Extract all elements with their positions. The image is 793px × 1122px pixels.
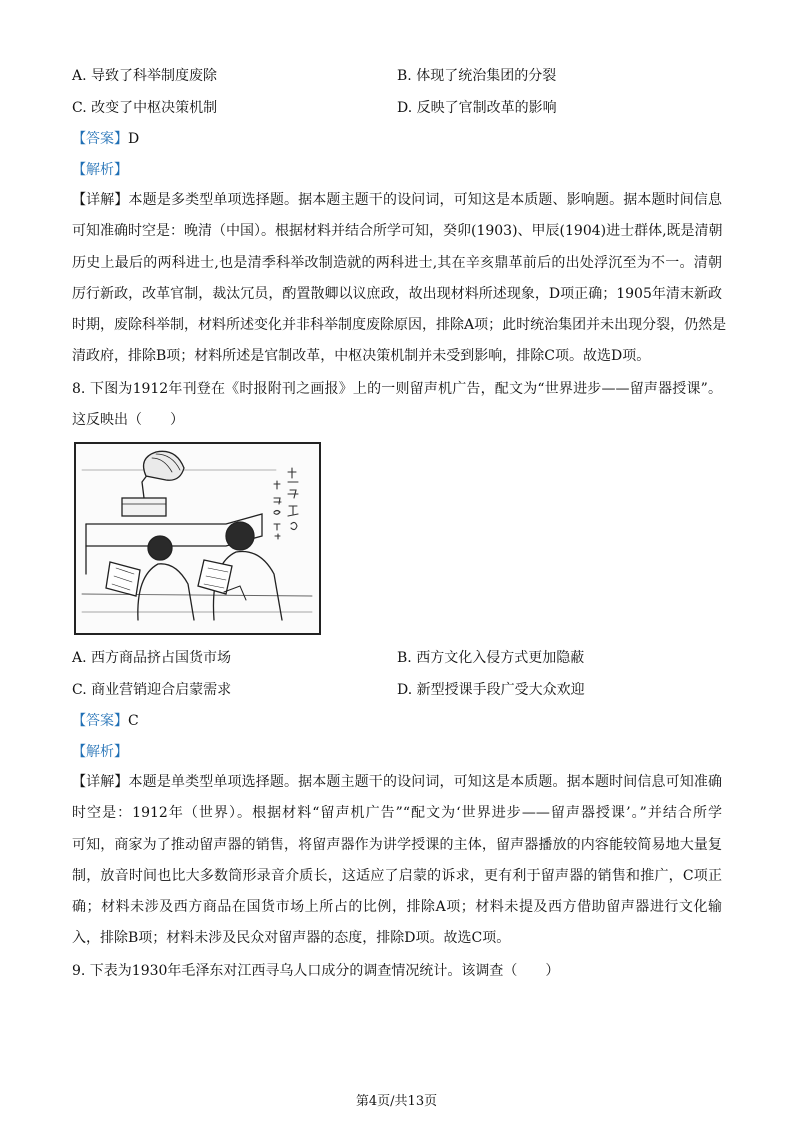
- q8-detail: 【详解】本题是单类型单项选择题。据本题主题干的设问词，可知这是本质题。据本题时间信息可知准确 时空是：1912年（世界）。根据材料“留声机广告”“配文为‘世界进步——留声器授课’。”并结合所学 可知，商家为了推动留声器的销售，将留声器作为讲学授课的主体，留声器播放的内容能较简易地大量复 制，放音时间也比大多数筒形录音介质长，这适应了启蒙的诉求，更有利于留声器的销售和推广，C项正 确；材料未涉及西方商品在国货市场上所占的比例，排除A项；材料未提及西方借助留声器进行文化输 入，排除B项；材料未涉及民众对留声器的态度，排除D项。故选C项。: [72, 774, 723, 947]
- q7-answer: 【答案】D: [72, 131, 140, 147]
- q8-option-d: D. 新型授课手段广受大众欢迎: [397, 682, 585, 698]
- gramophone-ad-illustration: [74, 442, 321, 635]
- q7-option-a: A. 导致了科举制度废除: [72, 68, 218, 84]
- q7-analysis-label: 【解析】: [72, 162, 128, 178]
- q9-stem: 9. 下表为1930年毛泽东对江西寻乌人口成分的调查情况统计。该调查（ ）: [72, 963, 560, 979]
- q8-analysis-label: 【解析】: [72, 744, 128, 760]
- q7-option-c: C. 改变了中枢决策机制: [72, 100, 218, 116]
- q8-option-b: B. 西方文化入侵方式更加隐蔽: [397, 650, 585, 666]
- q8-option-a: A. 西方商品挤占国货市场: [72, 650, 232, 666]
- q7-detail: 【详解】本题是多类型单项选择题。据本题主题干的设问词，可知这是本质题、影响题。据本题时间信息 可知准确时空是：晚清（中国）。根据材料并结合所学可知，癸卯(1903)、甲辰(1904)进士群体,既是清朝 历史上最后的两科进士,也是清季科举改制造就的两科进士,其在辛亥鼎革前后的出处浮沉至为不一。清朝 厉行新政，改革官制，裁汰冗员，酌置散卿以议庶政，故出现材料所述现象，D项正确；1905年清末新政 时期，废除科举制，材料所述变化并非科举制度废除原因，排除A项；此时统治集团并未出现分裂，仍然是 清政府，排除B项；材料所述是官制改革，中枢决策机制并未受到影响，排除C项。故选D项。: [72, 192, 727, 365]
- page-number: 第4页/共13页: [355, 1094, 438, 1109]
- q8-stem: 8. 下图为1912年刊登在《时报附刊之画报》上的一则留声机广告，配文为“世界进步——留声器授课”。 这反映出（ ）: [72, 381, 722, 429]
- q8-answer: 【答案】C: [72, 713, 139, 729]
- gramophone-lecture-drawing: [76, 444, 319, 633]
- q7-option-d: D. 反映了官制改革的影响: [397, 100, 557, 116]
- q7-option-b: B. 体现了统治集团的分裂: [397, 68, 557, 84]
- q8-option-c: C. 商业营销迎合启蒙需求: [72, 682, 232, 698]
